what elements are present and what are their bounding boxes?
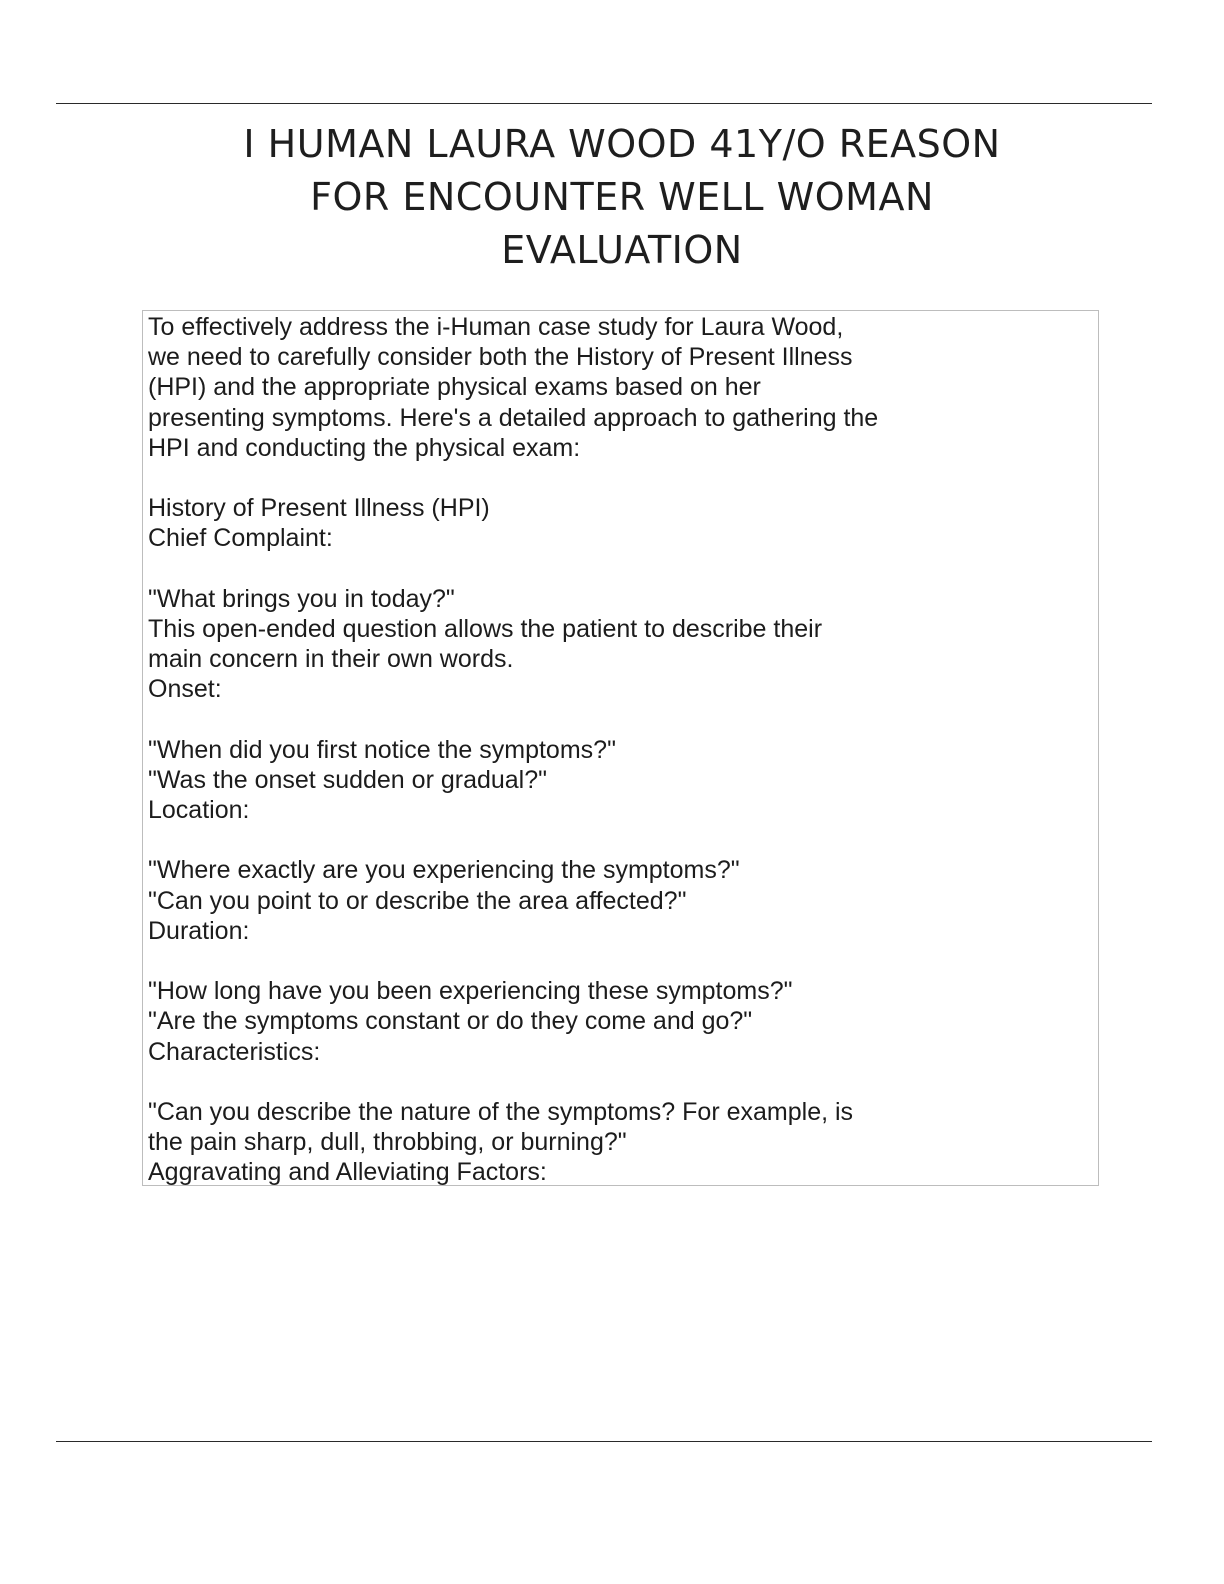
- body-line: main concern in their own words.: [148, 645, 514, 674]
- body-line: History of Present Illness (HPI): [148, 494, 490, 523]
- body-line: Characteristics:: [148, 1037, 321, 1066]
- body-line: HPI and conducting the physical exam:: [148, 433, 581, 462]
- body-line: "Are the symptoms constant or do they come and go?": [148, 1007, 753, 1036]
- blank-line: [148, 554, 1098, 584]
- body-line: "When did you first notice the symptoms?": [148, 735, 616, 764]
- title-line: I HUMAN LAURA WOOD 41Y/O REASON: [243, 122, 1001, 166]
- header-rule: [56, 103, 1152, 104]
- title-line: FOR ENCOUNTER WELL WOMAN: [310, 175, 934, 219]
- body-line: This open-ended question allows the patient to describe their: [148, 614, 823, 643]
- body-line: "Was the onset sudden or gradual?": [148, 765, 548, 794]
- content-box: [142, 310, 1099, 1186]
- body-line: Duration:: [148, 916, 250, 945]
- title-line: EVALUATION: [501, 228, 743, 272]
- blank-line: [148, 1067, 1098, 1097]
- body-line: Aggravating and Alleviating Factors:: [148, 1158, 547, 1186]
- content-body: [148, 311, 1098, 1186]
- body-line: "How long have you been experiencing these symptoms?": [148, 977, 793, 1006]
- body-line: "Can you point to or describe the area affected?": [148, 886, 687, 915]
- body-line: To effectively address the i-Human case study for Laura Wood,: [148, 313, 844, 341]
- body-line: "Where exactly are you experiencing the symptoms?": [148, 856, 740, 885]
- body-line: the pain sharp, dull, throbbing, or burning?": [148, 1128, 627, 1157]
- blank-line: [148, 463, 1098, 493]
- body-line: Onset:: [148, 675, 222, 704]
- blank-line: [148, 825, 1098, 855]
- body-line: (HPI) and the appropriate physical exams based on her: [148, 373, 761, 402]
- body-line: "Can you describe the nature of the symptoms? For example, is: [148, 1097, 854, 1126]
- blank-line: [148, 946, 1098, 976]
- footer-rule: [56, 1441, 1152, 1442]
- body-line: we need to carefully consider both the History of Present Illness: [148, 343, 853, 372]
- body-line: presenting symptoms. Here's a detailed approach to gathering the: [148, 403, 879, 432]
- blank-line: [148, 704, 1098, 734]
- body-line: Chief Complaint:: [148, 524, 333, 553]
- document-title: [140, 118, 1104, 277]
- body-line: "What brings you in today?": [148, 584, 455, 613]
- body-line: Location:: [148, 796, 250, 824]
